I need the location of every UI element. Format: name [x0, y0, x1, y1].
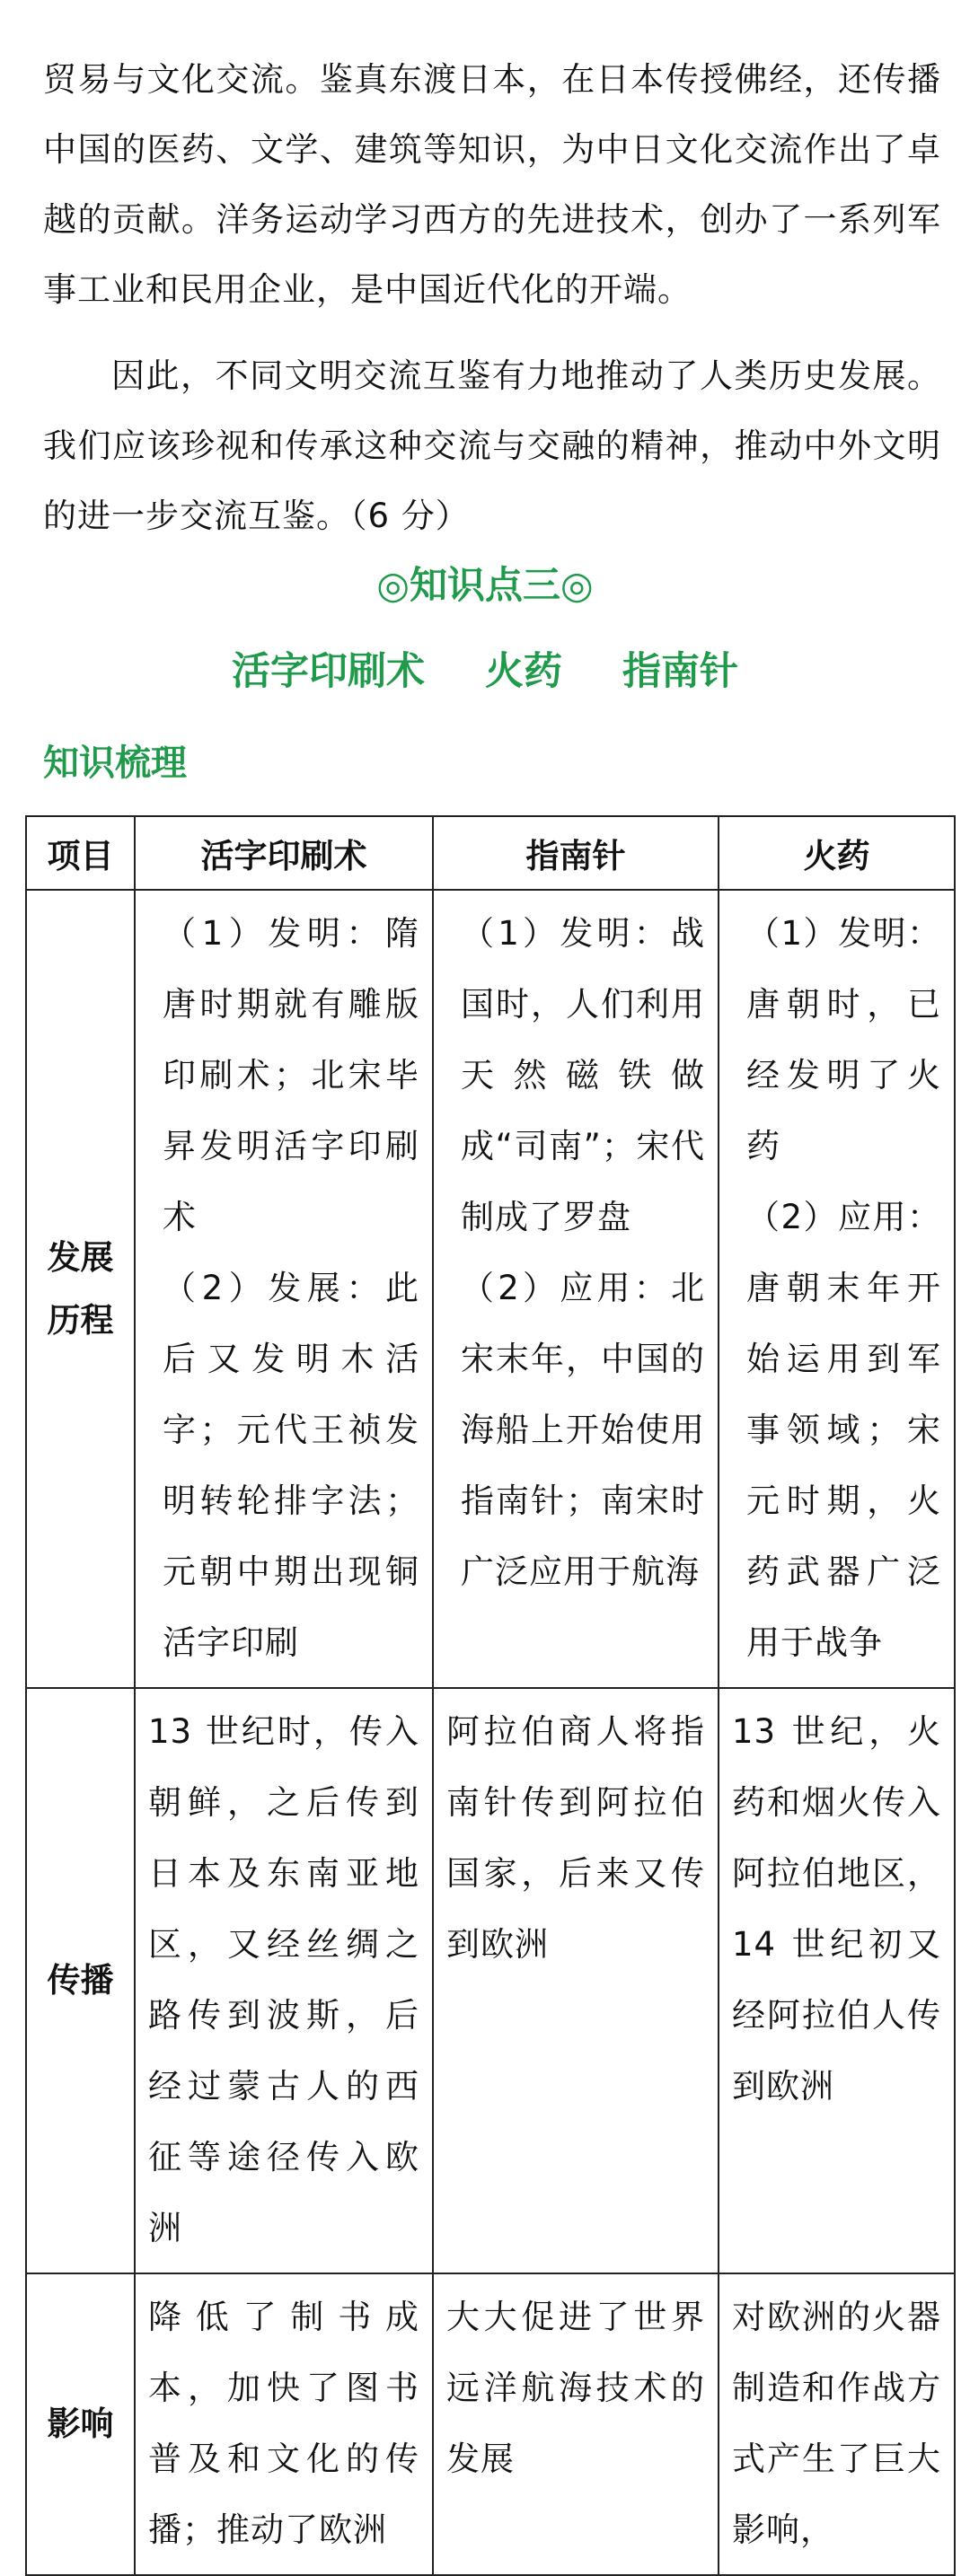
knowledge-point-topics — [0, 643, 970, 700]
header-item: 项目 — [26, 816, 135, 890]
table-header-row — [26, 816, 955, 890]
header-gunpowder: 火药 — [719, 816, 955, 890]
compass-invention-text: （1）发明：战国时，人们利用天然磁铁做成“司南”；宋代制成了罗盘 — [461, 914, 705, 1236]
knowledge-point-title: ◎知识点三◎ — [376, 563, 594, 607]
topic-printing: 活字印刷术 — [232, 649, 426, 694]
topic-compass: 指南针 — [622, 649, 738, 694]
row-label-spread: 传播 — [26, 1688, 135, 2273]
compass-application-text: （2）应用：北宋末年，中国的海船上开始使用指南针；南宋时广泛应用于航海 — [461, 1269, 705, 1591]
cell-printing-impact: 降低了制书成本，加快了图书普及和文化的传播；推动了欧洲 — [135, 2273, 433, 2575]
printing-development-text: （2）发展：此后又发明木活字；元代王祯发明转轮排字法；元朝中期出现铜活字印刷 — [163, 1269, 419, 1662]
header-compass: 指南针 — [433, 816, 719, 890]
intro-paragraph: 贸易与文化交流。鉴真东渡日本，在日本传授佛经，还传播中国的医药、文学、建筑等知识，为中日文化交流作出了卓越的贡献。洋务运动学习西方的先进技术，创办了一系列军事工业和民用企业，是中国近代化的开端。 — [43, 60, 941, 309]
cell-gunpowder-impact: 对欧洲的火器制造和作战方式产生了巨大影响， — [719, 2273, 955, 2575]
row-label-impact: 影响 — [26, 2273, 135, 2575]
cell-printing-development — [135, 890, 433, 1688]
topic-gunpowder: 火药 — [485, 649, 562, 694]
gunpowder-invention-text: （1）发明：唐朝时，已经发明了火药 — [746, 914, 941, 1165]
header-printing: 活字印刷术 — [135, 816, 433, 890]
conclusion-paragraph: 因此，不同文明交流互鉴有力地推动了人类历史发展。我们应该珍视和传承这种交流与交融的精神，推动中外文明的进一步交流互鉴。（6 分） — [43, 356, 941, 535]
cell-compass-spread: 阿拉伯商人将指南针传到阿拉伯国家，后来又传到欧洲 — [433, 1688, 719, 2273]
knowledge-table — [25, 815, 956, 2576]
gunpowder-application-text: （2）应用：唐朝末年开始运用到军事领域；宋元时期，火药武器广泛用于战争 — [746, 1198, 941, 1662]
cell-compass-impact: 大大促进了世界远洋航海技术的发展 — [433, 2273, 719, 2575]
table-row — [26, 890, 955, 1688]
printing-invention-text: （1）发明：隋唐时期就有雕版印刷术；北宋毕昇发明活字印刷术 — [163, 914, 419, 1236]
table-row — [26, 2273, 955, 2575]
cell-printing-spread: 13 世纪时，传入朝鲜，之后传到日本及东南亚地区，又经丝绸之路传到波斯，后经过蒙古人的西征等途径传入欧洲 — [135, 1688, 433, 2273]
section-title: 知识梳理 — [43, 743, 187, 784]
table-row — [26, 1688, 955, 2273]
cell-compass-development — [433, 890, 719, 1688]
cell-gunpowder-development — [719, 890, 955, 1688]
cell-gunpowder-spread: 13 世纪，火药和烟火传入阿拉伯地区，14 世纪初又经阿拉伯人传到欧洲 — [719, 1688, 955, 2273]
row-label-development: 发展历程 — [26, 890, 135, 1688]
